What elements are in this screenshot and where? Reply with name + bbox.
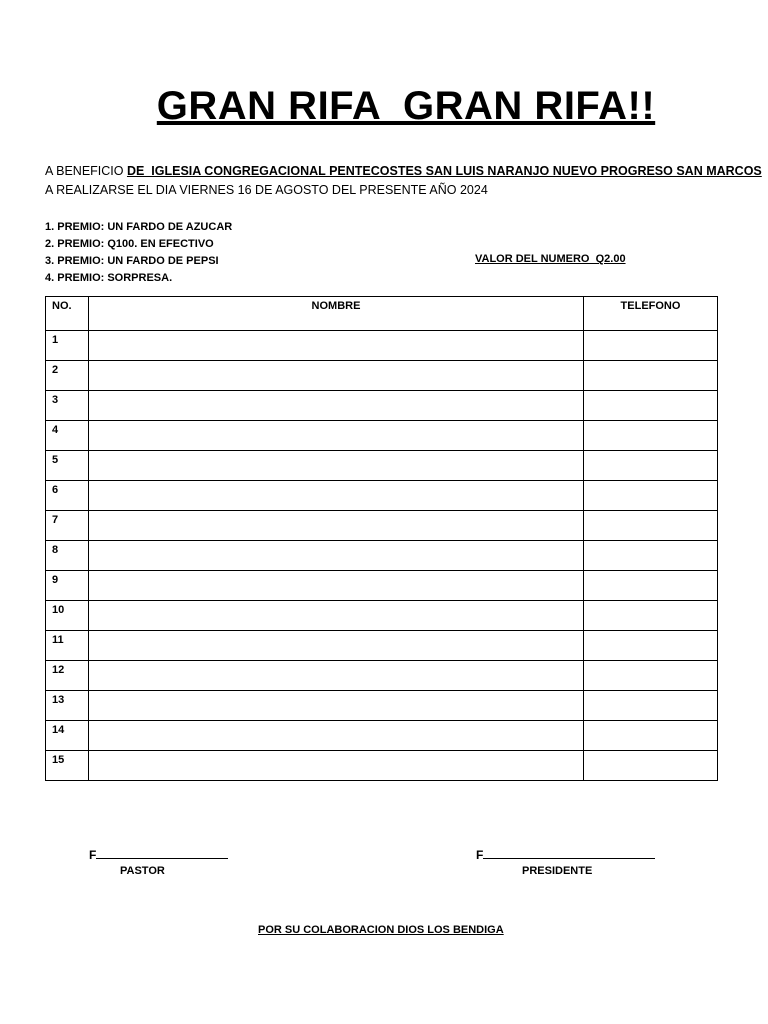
presidente-signature-line — [476, 846, 655, 862]
nombre-cell[interactable] — [89, 631, 584, 661]
beneficio-church: DE IGLESIA CONGREGACIONAL PENTECOSTES SAN LUIS NARANJO NUEVO PROGRESO SAN MARCOS — [126, 164, 762, 178]
table-row — [46, 331, 718, 361]
telefono-cell[interactable] — [584, 661, 718, 691]
row-number: 10 — [46, 601, 89, 631]
table-row — [46, 721, 718, 751]
telefono-cell[interactable] — [584, 361, 718, 391]
header-telefono: TELEFONO — [584, 297, 718, 331]
table-row — [46, 571, 718, 601]
telefono-cell[interactable] — [584, 451, 718, 481]
nombre-cell[interactable] — [89, 451, 584, 481]
nombre-cell[interactable] — [89, 361, 584, 391]
table-row — [46, 661, 718, 691]
raffle-table — [45, 296, 718, 781]
table-header-row — [46, 297, 718, 331]
row-number: 12 — [46, 661, 89, 691]
row-number: 15 — [46, 751, 89, 781]
prize-list — [45, 219, 232, 287]
nombre-cell[interactable] — [89, 481, 584, 511]
prize-item-1: 1. PREMIO: UN FARDO DE AZUCAR — [45, 221, 233, 233]
row-number: 2 — [46, 361, 89, 391]
telefono-cell[interactable] — [584, 571, 718, 601]
presidente-label: PRESIDENTE — [522, 865, 593, 877]
beneficio-prefix: A BENEFICIO — [45, 164, 127, 178]
table-row — [46, 691, 718, 721]
nombre-cell[interactable] — [89, 541, 584, 571]
pastor-label: PASTOR — [120, 865, 165, 877]
signature-blank — [483, 846, 655, 859]
telefono-cell[interactable] — [584, 511, 718, 541]
row-number: 11 — [46, 631, 89, 661]
row-number: 13 — [46, 691, 89, 721]
nombre-cell[interactable] — [89, 691, 584, 721]
table-row — [46, 631, 718, 661]
row-number: 8 — [46, 541, 89, 571]
beneficio-line — [45, 164, 762, 178]
header-no: NO. — [46, 297, 89, 331]
nombre-cell[interactable] — [89, 331, 584, 361]
page-title: GRAN RIFA GRAN RIFA!! — [156, 84, 656, 128]
table-row — [46, 751, 718, 781]
pastor-signature-line — [89, 846, 228, 862]
nombre-cell[interactable] — [89, 661, 584, 691]
row-number: 6 — [46, 481, 89, 511]
telefono-cell[interactable] — [584, 391, 718, 421]
nombre-cell[interactable] — [89, 421, 584, 451]
table-row — [46, 601, 718, 631]
telefono-cell[interactable] — [584, 541, 718, 571]
signature-prefix: F — [476, 848, 484, 862]
telefono-cell[interactable] — [584, 751, 718, 781]
telefono-cell[interactable] — [584, 691, 718, 721]
nombre-cell[interactable] — [89, 571, 584, 601]
nombre-cell[interactable] — [89, 511, 584, 541]
nombre-cell[interactable] — [89, 721, 584, 751]
telefono-cell[interactable] — [584, 601, 718, 631]
ticket-price: VALOR DEL NUMERO Q2.00 — [475, 253, 626, 265]
table-row — [46, 451, 718, 481]
nombre-cell[interactable] — [89, 601, 584, 631]
table-row — [46, 511, 718, 541]
footer-blessing: POR SU COLABORACION DIOS LOS BENDIGA — [258, 924, 504, 936]
nombre-cell[interactable] — [89, 751, 584, 781]
signature-blank — [96, 846, 228, 859]
row-number: 9 — [46, 571, 89, 601]
row-number: 4 — [46, 421, 89, 451]
signature-prefix: F — [89, 848, 97, 862]
telefono-cell[interactable] — [584, 331, 718, 361]
row-number: 3 — [46, 391, 89, 421]
telefono-cell[interactable] — [584, 721, 718, 751]
fecha-line: A REALIZARSE EL DIA VIERNES 16 DE AGOSTO DEL PRESENTE AÑO 2024 — [45, 183, 488, 197]
prize-item-2: 2. PREMIO: Q100. EN EFECTIVO — [45, 238, 214, 250]
header-nombre: NOMBRE — [89, 297, 584, 331]
row-number: 7 — [46, 511, 89, 541]
row-number: 14 — [46, 721, 89, 751]
nombre-cell[interactable] — [89, 391, 584, 421]
table-row — [46, 481, 718, 511]
telefono-cell[interactable] — [584, 481, 718, 511]
table-row — [46, 361, 718, 391]
prize-item-3: 3. PREMIO: UN FARDO DE PEPSI — [45, 255, 219, 267]
telefono-cell[interactable] — [584, 631, 718, 661]
prize-item-4: 4. PREMIO: SORPRESA. — [45, 272, 173, 284]
telefono-cell[interactable] — [584, 421, 718, 451]
table-row — [46, 421, 718, 451]
table-row — [46, 391, 718, 421]
row-number: 1 — [46, 331, 89, 361]
table-row — [46, 541, 718, 571]
row-number: 5 — [46, 451, 89, 481]
